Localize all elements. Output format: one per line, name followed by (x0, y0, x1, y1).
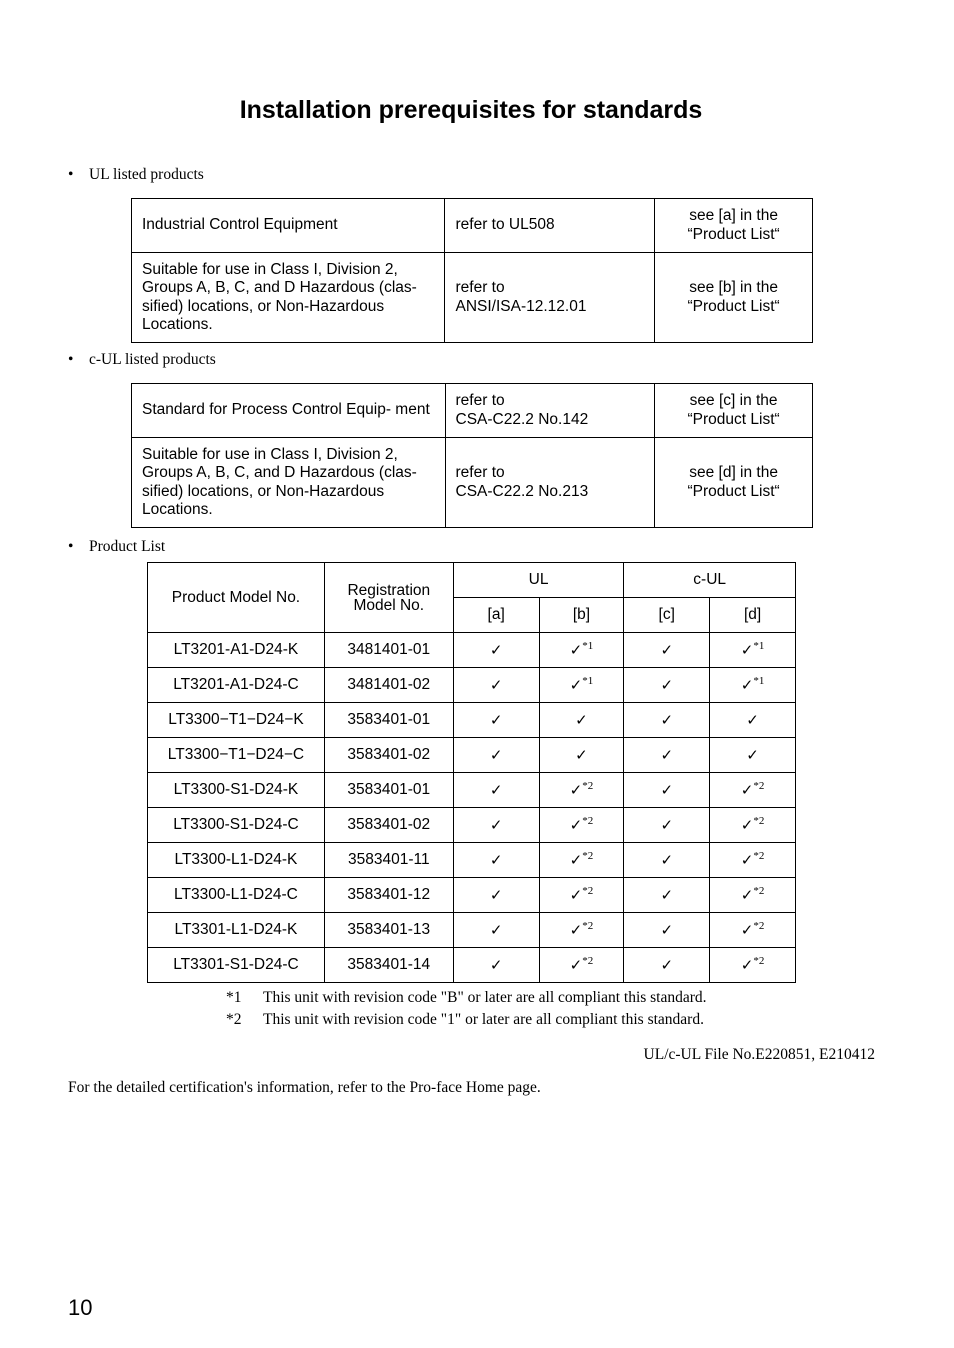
header-b: [b] (539, 598, 624, 633)
compliance-cell (710, 843, 796, 878)
compliance-cell (710, 703, 796, 738)
compliance-cell (453, 773, 539, 808)
table-row (148, 668, 796, 703)
table-row (148, 948, 796, 983)
see-line: “Product List“ (687, 410, 780, 428)
footnote-mark: *2 (226, 1011, 242, 1028)
compliance-cell (624, 843, 710, 878)
model-cell: LT3301-S1-D24-C (148, 948, 325, 983)
compliance-cell (624, 633, 710, 668)
registration-cell: 3583401-01 (324, 773, 453, 808)
footnote-ref: *2 (753, 814, 765, 827)
compliance-cell (453, 738, 539, 773)
footnote-ref: *2 (753, 884, 765, 897)
registration-cell: 3583401-01 (324, 703, 453, 738)
model-cell: LT3300−T1−D24−C (148, 738, 325, 773)
header-line: Registration (347, 581, 431, 599)
model-cell: LT3300-L1-D24-K (148, 843, 325, 878)
footnote-ref: *2 (753, 919, 765, 932)
checkmark-icon: ✓ (746, 710, 759, 729)
description-cell: Industrial Control Equipment (132, 199, 445, 253)
footnote-mark: *1 (226, 989, 242, 1006)
reference-line: CSA-C22.2 No.142 (455, 410, 589, 428)
section-heading: UL listed products (89, 166, 204, 183)
checkmark-icon: ✓ (569, 780, 583, 799)
compliance-cell (710, 668, 796, 703)
reference-line: ANSI/ISA-12.12.01 (455, 297, 587, 315)
checkmark-icon: ✓ (740, 920, 754, 939)
footnote-ref: *2 (582, 814, 594, 827)
checkmark-icon: ✓ (489, 745, 503, 764)
registration-cell: 3583401-14 (324, 948, 453, 983)
checkmark-icon: ✓ (740, 850, 754, 869)
model-cell: LT3300-S1-D24-C (148, 808, 325, 843)
table-row (148, 738, 796, 773)
checkmark-icon: ✓ (489, 885, 503, 904)
see-line: see [c] in the (689, 392, 778, 409)
compliance-cell (539, 913, 624, 948)
header-cul: c-UL (624, 563, 796, 598)
header-registration (324, 563, 453, 633)
model-cell: LT3201-A1-D24-K (148, 633, 325, 668)
footnote-ref: *2 (582, 954, 594, 967)
see-line: see [a] in the (689, 207, 778, 224)
checkmark-icon: ✓ (746, 745, 759, 764)
footnote-ref: *2 (582, 884, 594, 897)
checkmark-icon: ✓ (489, 780, 503, 799)
checkmark-icon: ✓ (660, 780, 674, 799)
reference-line: refer to (455, 392, 505, 409)
checkmark-icon: ✓ (660, 675, 674, 694)
table-row (148, 878, 796, 913)
section-heading: Product List (89, 538, 166, 555)
compliance-cell (453, 808, 539, 843)
compliance-cell (624, 703, 710, 738)
registration-cell: 3583401-12 (324, 878, 453, 913)
registration-cell: 3583401-02 (324, 808, 453, 843)
reference-cell (445, 438, 655, 528)
checkmark-icon: ✓ (489, 710, 503, 729)
checkmark-icon: ✓ (569, 885, 583, 904)
checkmark-icon: ✓ (489, 640, 503, 659)
checkmark-icon: ✓ (740, 955, 754, 974)
compliance-cell (539, 843, 624, 878)
compliance-cell (710, 808, 796, 843)
compliance-cell (710, 913, 796, 948)
checkmark-icon: ✓ (740, 640, 754, 659)
see-line: “Product List“ (687, 225, 780, 243)
compliance-cell (539, 808, 624, 843)
file-number: UL/c-UL File No.E220851, E210412 (643, 1046, 875, 1063)
checkmark-icon: ✓ (660, 885, 674, 904)
reference-cell (445, 384, 655, 438)
table-row (148, 808, 796, 843)
table-row (148, 703, 796, 738)
compliance-cell (624, 878, 710, 913)
see-line: “Product List“ (687, 482, 780, 500)
checkmark-icon: ✓ (489, 850, 503, 869)
footnote-1 (226, 989, 707, 1007)
see-cell (655, 438, 813, 528)
header-d: [d] (710, 598, 796, 633)
checkmark-icon: ✓ (740, 885, 754, 904)
footnote-ref: *1 (582, 674, 594, 687)
header-model: Product Model No. (148, 563, 325, 633)
footnote-2 (226, 1011, 704, 1029)
model-cell: LT3300-S1-D24-K (148, 773, 325, 808)
bullet-mark: • (68, 166, 74, 183)
compliance-cell (710, 878, 796, 913)
compliance-cell (710, 738, 796, 773)
registration-cell: 3481401-02 (324, 668, 453, 703)
footnote-ref: *2 (753, 849, 765, 862)
reference-line: CSA-C22.2 No.213 (455, 482, 589, 500)
compliance-cell (624, 773, 710, 808)
bullet-cul-listed (68, 351, 216, 369)
table-row (132, 199, 813, 253)
checkmark-icon: ✓ (489, 675, 503, 694)
compliance-cell (539, 668, 624, 703)
table-row (148, 773, 796, 808)
model-cell: LT3300-L1-D24-C (148, 878, 325, 913)
see-line: “Product List“ (687, 297, 780, 315)
footnote-ref: *2 (582, 779, 594, 792)
reference-cell (445, 253, 655, 343)
checkmark-icon: ✓ (569, 815, 583, 834)
checkmark-icon: ✓ (740, 675, 754, 694)
reference-cell: refer to UL508 (445, 199, 655, 253)
footnote-ref: *2 (582, 849, 594, 862)
footnote-ref: *2 (753, 954, 765, 967)
checkmark-icon: ✓ (569, 955, 583, 974)
checkmark-icon: ✓ (740, 815, 754, 834)
header-row (148, 563, 796, 598)
checkmark-icon: ✓ (575, 745, 588, 764)
description-cell: Suitable for use in Class I, Division 2, Groups A, B, C, and D Hazardous (clas- sified) locations, or Non-Hazardous Locations. (132, 253, 445, 343)
checkmark-icon: ✓ (660, 815, 674, 834)
compliance-cell (539, 703, 624, 738)
footnote-ref: *2 (753, 779, 765, 792)
checkmark-icon: ✓ (489, 920, 503, 939)
compliance-cell (453, 878, 539, 913)
registration-cell: 3583401-02 (324, 738, 453, 773)
table-row (132, 438, 813, 528)
compliance-cell (453, 913, 539, 948)
compliance-cell (453, 948, 539, 983)
cul-standards-table (131, 383, 813, 528)
compliance-cell (624, 738, 710, 773)
compliance-cell (453, 668, 539, 703)
bullet-product-list (68, 538, 165, 556)
compliance-cell (624, 668, 710, 703)
model-cell: LT3201-A1-D24-C (148, 668, 325, 703)
footnote-ref: *1 (582, 639, 594, 652)
table-row (132, 384, 813, 438)
footnote-ref: *1 (753, 639, 765, 652)
compliance-cell (539, 878, 624, 913)
see-line: see [b] in the (689, 279, 778, 296)
compliance-cell (539, 948, 624, 983)
compliance-cell (624, 913, 710, 948)
see-cell (655, 253, 813, 343)
checkmark-icon: ✓ (569, 850, 583, 869)
table-row (148, 913, 796, 948)
registration-cell: 3583401-11 (324, 843, 453, 878)
ul-standards-table (131, 198, 813, 343)
reference-line: refer to (455, 279, 505, 296)
registration-cell: 3583401-13 (324, 913, 453, 948)
compliance-cell (710, 773, 796, 808)
page-title: Installation prerequisites for standards (239, 96, 703, 124)
product-list-table (147, 562, 796, 983)
model-cell: LT3301-L1-D24-K (148, 913, 325, 948)
checkmark-icon: ✓ (569, 640, 583, 659)
compliance-cell (453, 843, 539, 878)
model-cell: LT3300−T1−D24−K (148, 703, 325, 738)
checkmark-icon: ✓ (489, 815, 503, 834)
checkmark-icon: ✓ (660, 850, 674, 869)
footnote-ref: *2 (582, 919, 594, 932)
checkmark-icon: ✓ (569, 920, 583, 939)
header-a: [a] (453, 598, 539, 633)
checkmark-icon: ✓ (660, 920, 674, 939)
compliance-cell (539, 633, 624, 668)
see-cell (655, 199, 813, 253)
see-cell (655, 384, 813, 438)
section-heading: c-UL listed products (89, 351, 216, 368)
description-cell: Standard for Process Control Equip- ment (132, 384, 446, 438)
checkmark-icon: ✓ (660, 640, 674, 659)
table-row (148, 843, 796, 878)
checkmark-icon: ✓ (489, 955, 503, 974)
compliance-cell (539, 773, 624, 808)
footnote-text: This unit with revision code "1" or later are all compliant this standard. (263, 1011, 704, 1028)
header-line: Model No. (353, 596, 425, 614)
compliance-cell (624, 808, 710, 843)
footnote-text: This unit with revision code "B" or later are all compliant this standard. (263, 989, 707, 1006)
bullet-mark: • (68, 351, 74, 368)
compliance-cell (453, 703, 539, 738)
see-line: see [d] in the (689, 464, 778, 481)
checkmark-icon: ✓ (740, 780, 754, 799)
bullet-mark: • (68, 538, 74, 555)
checkmark-icon: ✓ (575, 710, 588, 729)
table-row (132, 253, 813, 343)
checkmark-icon: ✓ (660, 745, 674, 764)
compliance-cell (624, 948, 710, 983)
compliance-cell (539, 738, 624, 773)
reference-line: refer to (455, 464, 505, 481)
header-ul: UL (453, 563, 624, 598)
detail-note: For the detailed certification's information, refer to the Pro-face Home page. (68, 1079, 541, 1096)
registration-cell: 3481401-01 (324, 633, 453, 668)
checkmark-icon: ✓ (569, 675, 583, 694)
bullet-ul-listed (68, 166, 204, 184)
table-row (148, 633, 796, 668)
header-c: [c] (624, 598, 710, 633)
checkmark-icon: ✓ (660, 955, 674, 974)
page-number: 10 (68, 1295, 93, 1320)
compliance-cell (710, 948, 796, 983)
compliance-cell (453, 633, 539, 668)
checkmark-icon: ✓ (660, 710, 674, 729)
footnote-ref: *1 (753, 674, 765, 687)
compliance-cell (710, 633, 796, 668)
product-list-body (148, 633, 796, 983)
description-cell: Suitable for use in Class I, Division 2, Groups A, B, C, and D Hazardous (clas- sified) locations, or Non-Hazardous Locations. (132, 438, 446, 528)
